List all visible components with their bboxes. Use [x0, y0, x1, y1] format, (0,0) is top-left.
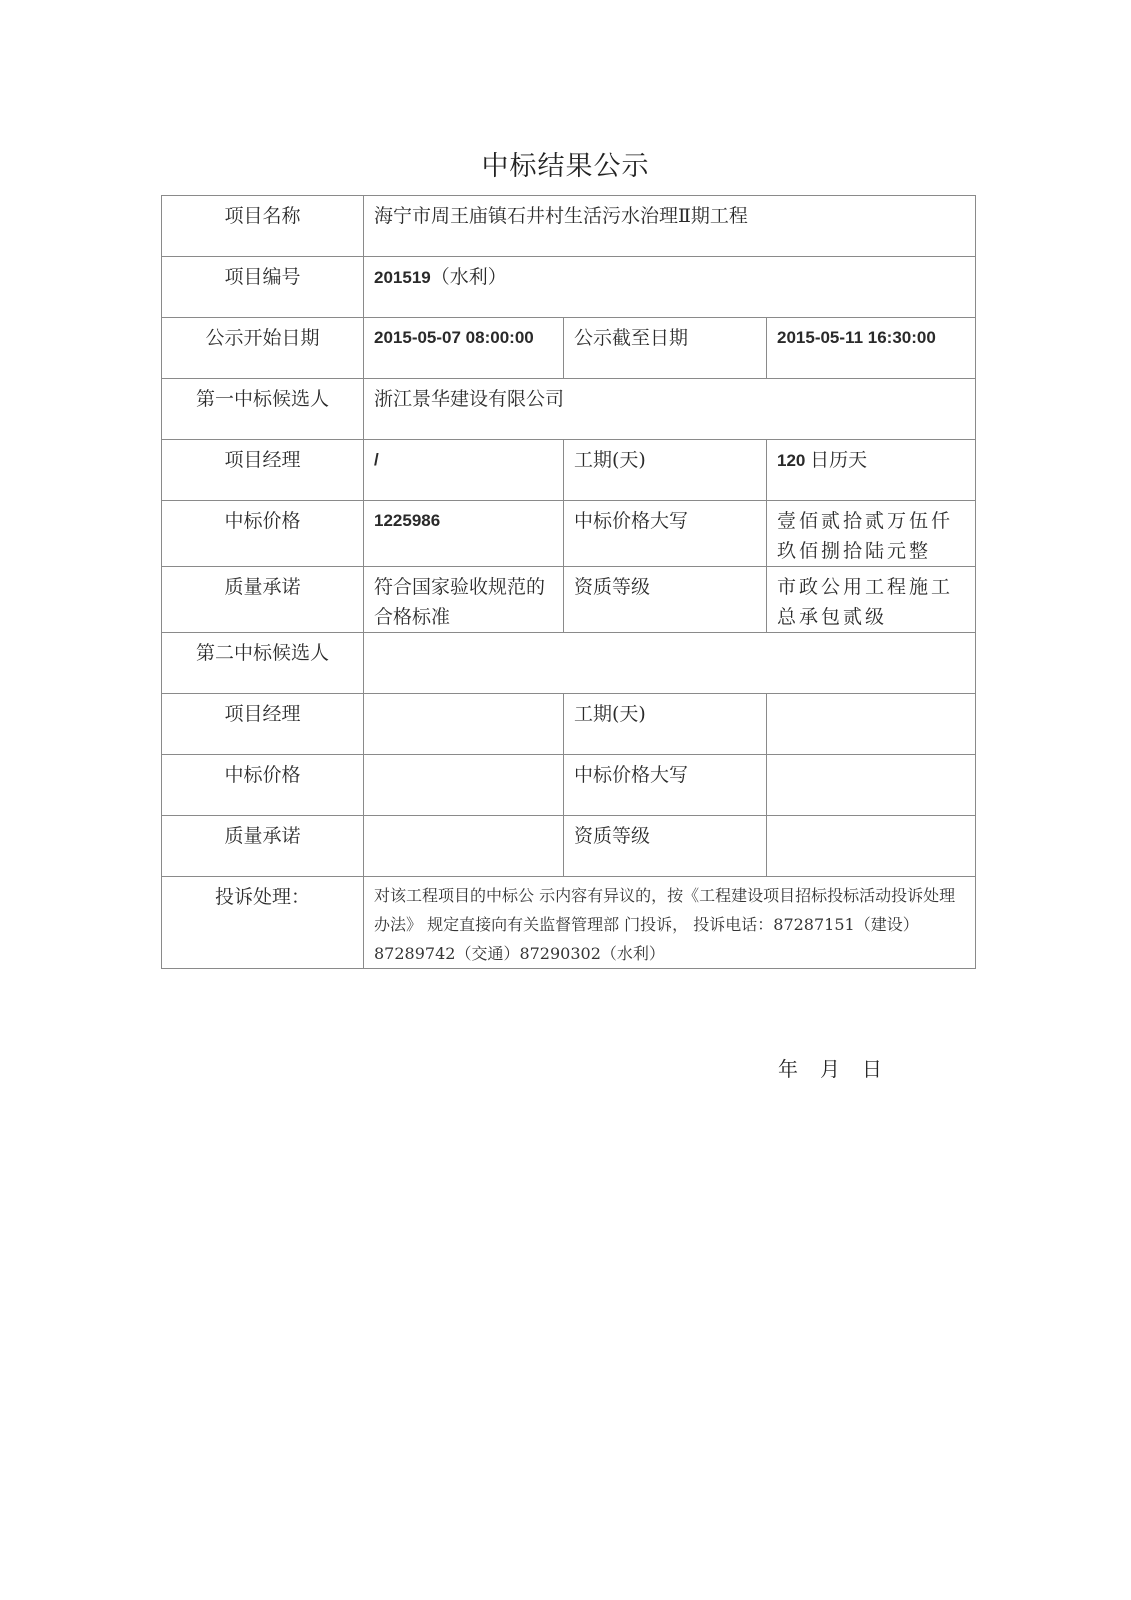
- row-first-candidate: [162, 379, 976, 440]
- second-candidate-label: 第二中标候选人: [162, 633, 364, 694]
- second-period-label: 工期(天): [564, 694, 767, 755]
- first-price-upper-value: 壹佰贰拾贰万伍仟玖佰捌拾陆元整: [767, 501, 976, 567]
- second-grade-value: [767, 816, 976, 877]
- first-grade-value: 市政公用工程施工总承包贰级: [767, 567, 976, 633]
- publicity-start-label: 公示开始日期: [162, 318, 364, 379]
- row-second-quality: [162, 816, 976, 877]
- project-number-digits: 201519: [374, 268, 431, 287]
- project-number-label: 项目编号: [162, 257, 364, 318]
- second-quality-label: 质量承诺: [162, 816, 364, 877]
- row-publicity-dates: [162, 318, 976, 379]
- second-grade-label: 资质等级: [564, 816, 767, 877]
- first-period-value: [767, 440, 976, 501]
- second-price-upper-label: 中标价格大写: [564, 755, 767, 816]
- first-period-label: 工期(天): [564, 440, 767, 501]
- first-manager-label: 项目经理: [162, 440, 364, 501]
- notice-table: [161, 195, 976, 969]
- publicity-end-label: 公示截至日期: [564, 318, 767, 379]
- first-candidate-value: 浙江景华建设有限公司: [364, 379, 976, 440]
- first-quality-value: 符合国家验收规范的合格标准: [364, 567, 564, 633]
- project-name-label: 项目名称: [162, 196, 364, 257]
- first-candidate-label: 第一中标候选人: [162, 379, 364, 440]
- first-price-upper-label: 中标价格大写: [564, 501, 767, 567]
- second-quality-value: [364, 816, 564, 877]
- row-project-number: [162, 257, 976, 318]
- row-complaint: [162, 877, 976, 969]
- row-second-candidate: [162, 633, 976, 694]
- page-title: 中标结果公示: [481, 151, 650, 182]
- second-manager-label: 项目经理: [162, 694, 364, 755]
- second-period-value: [767, 694, 976, 755]
- date-year-label: 年: [778, 1057, 798, 1081]
- row-second-manager: [162, 694, 976, 755]
- signature-date-line: [778, 1053, 904, 1082]
- second-price-label: 中标价格: [162, 755, 364, 816]
- first-period-unit: 日历天: [810, 449, 868, 471]
- row-first-price: [162, 501, 976, 567]
- row-first-quality: [162, 567, 976, 633]
- project-number-suffix: （水利）: [430, 266, 507, 288]
- first-manager-value: /: [364, 440, 564, 501]
- first-price-value: 1225986: [364, 501, 564, 567]
- project-name-value: 海宁市周王庙镇石井村生活污水治理Ⅱ期工程: [364, 196, 976, 257]
- complaint-text: 对该工程项目的中标公 示内容有异议的，按《工程建设项目招标投标活动投诉处理办法》 规定直接向有关监督管理部 门投诉， 投诉电话：87287151（建设）87289742（交通）87290302（水利）: [364, 877, 976, 969]
- first-period-days: 120: [777, 451, 806, 470]
- row-project-name: [162, 196, 976, 257]
- row-first-manager: [162, 440, 976, 501]
- publicity-start-value: 2015-05-07 08:00:00: [364, 318, 564, 379]
- second-price-value: [364, 755, 564, 816]
- publicity-end-value: 2015-05-11 16:30:00: [767, 318, 976, 379]
- first-grade-label: 资质等级: [564, 567, 767, 633]
- complaint-label: 投诉处理：: [162, 877, 364, 969]
- date-day-label: 日: [862, 1057, 882, 1081]
- project-number-value: [364, 257, 976, 318]
- first-price-label: 中标价格: [162, 501, 364, 567]
- second-price-upper-value: [767, 755, 976, 816]
- date-month-label: 月: [820, 1057, 840, 1081]
- second-manager-value: [364, 694, 564, 755]
- second-candidate-value: [364, 633, 976, 694]
- first-quality-label: 质量承诺: [162, 567, 364, 633]
- row-second-price: [162, 755, 976, 816]
